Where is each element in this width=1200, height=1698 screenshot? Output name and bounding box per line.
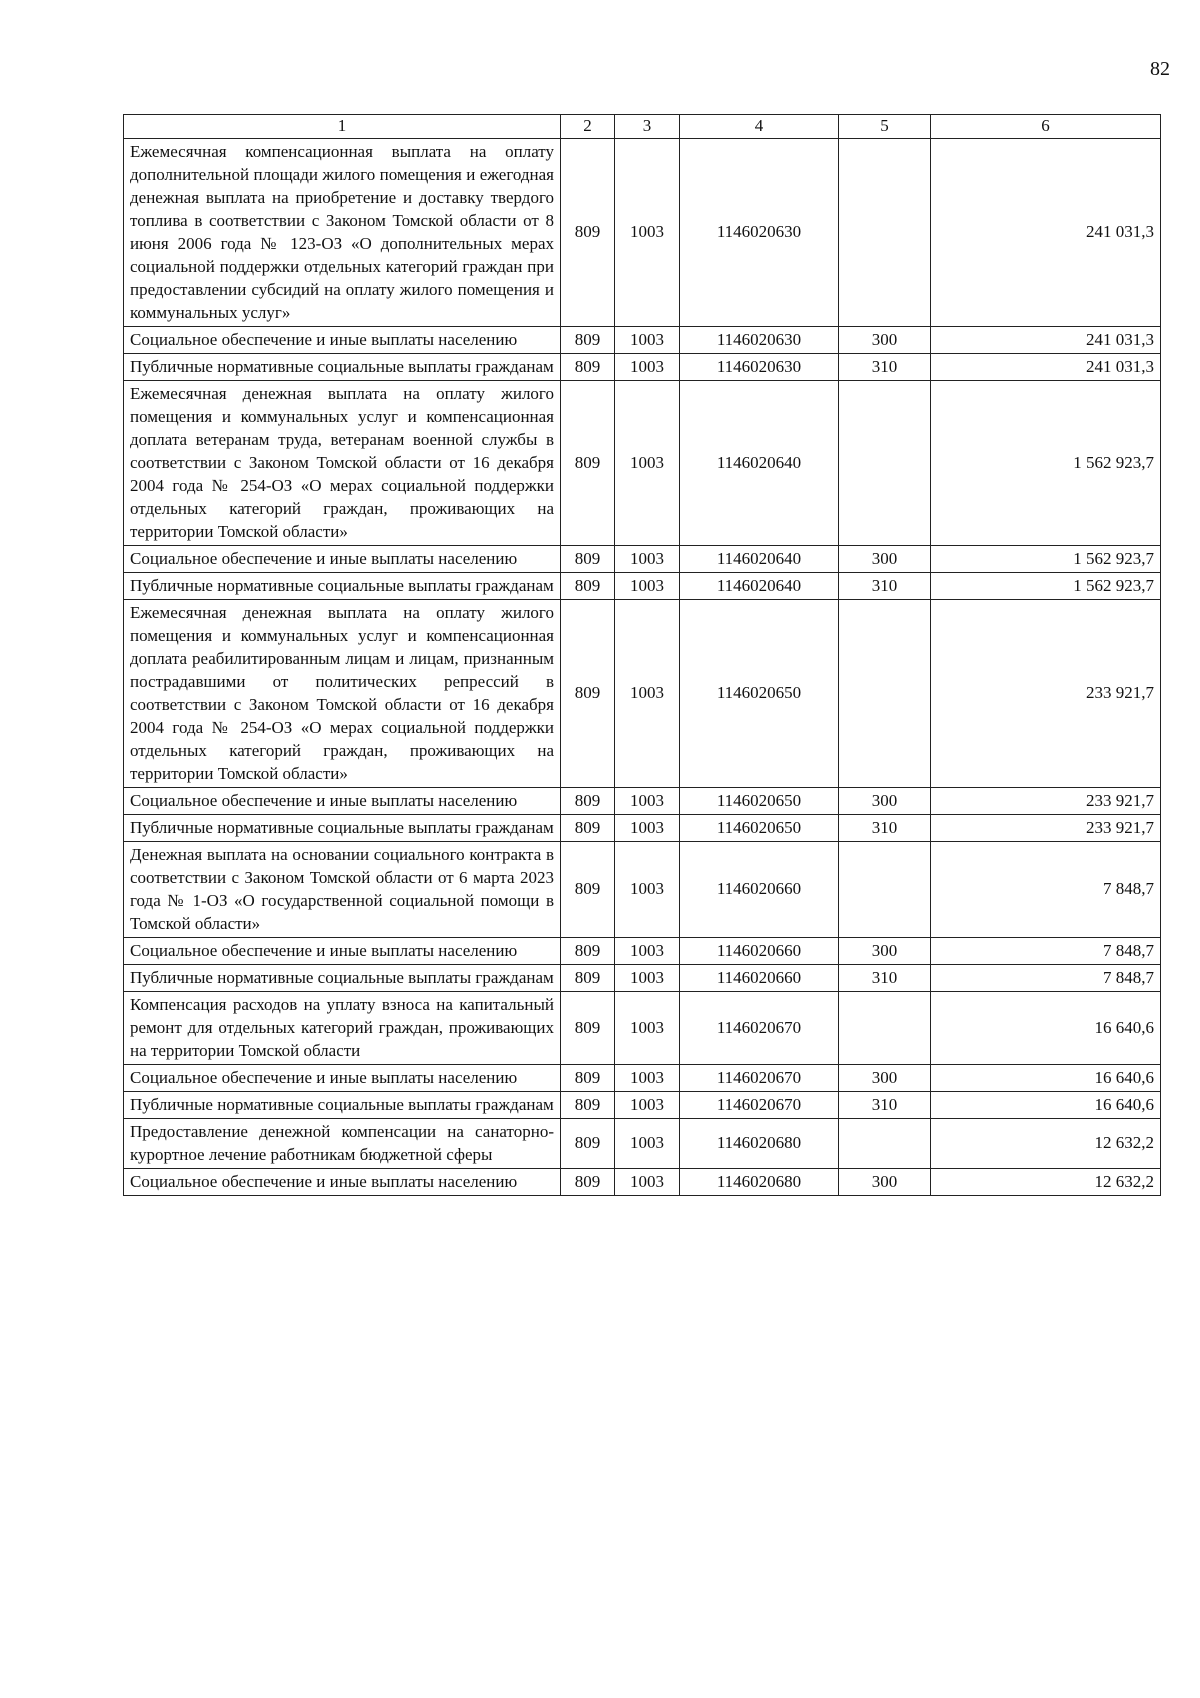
ministry-code-cell: 809 [561, 573, 615, 600]
target-article-cell: 1146020680 [680, 1119, 839, 1169]
row-name-cell: Социальное обеспечение и иные выплаты населению [124, 1169, 561, 1196]
target-article-cell: 1146020650 [680, 788, 839, 815]
table-row [124, 992, 1161, 1065]
target-article-cell: 1146020650 [680, 600, 839, 788]
target-article-cell: 1146020640 [680, 381, 839, 546]
expense-type-cell [839, 600, 931, 788]
column-header: 1 [124, 115, 561, 139]
ministry-code-cell: 809 [561, 139, 615, 327]
target-article-cell: 1146020660 [680, 938, 839, 965]
section-code-cell: 1003 [615, 965, 680, 992]
table-row [124, 1065, 1161, 1092]
section-code-cell: 1003 [615, 788, 680, 815]
row-name-cell: Публичные нормативные социальные выплаты гражданам [124, 354, 561, 381]
target-article-cell: 1146020670 [680, 1092, 839, 1119]
row-name-cell: Социальное обеспечение и иные выплаты населению [124, 938, 561, 965]
column-header: 6 [931, 115, 1161, 139]
row-name-cell: Публичные нормативные социальные выплаты гражданам [124, 965, 561, 992]
table-row [124, 573, 1161, 600]
ministry-code-cell: 809 [561, 815, 615, 842]
ministry-code-cell: 809 [561, 992, 615, 1065]
row-name-cell: Компенсация расходов на уплату взноса на капитальный ремонт для отдельных категорий граждан, проживающих на территории Томской области [124, 992, 561, 1065]
amount-cell: 7 848,7 [931, 842, 1161, 938]
ministry-code-cell: 809 [561, 1169, 615, 1196]
expense-type-cell: 300 [839, 1065, 931, 1092]
column-header: 5 [839, 115, 931, 139]
amount-cell: 1 562 923,7 [931, 381, 1161, 546]
row-name-cell: Публичные нормативные социальные выплаты гражданам [124, 1092, 561, 1119]
amount-cell: 7 848,7 [931, 965, 1161, 992]
column-header: 4 [680, 115, 839, 139]
target-article-cell: 1146020670 [680, 1065, 839, 1092]
column-header: 2 [561, 115, 615, 139]
amount-cell: 233 921,7 [931, 815, 1161, 842]
target-article-cell: 1146020660 [680, 842, 839, 938]
ministry-code-cell: 809 [561, 938, 615, 965]
amount-cell: 16 640,6 [931, 1092, 1161, 1119]
expense-type-cell: 300 [839, 788, 931, 815]
section-code-cell: 1003 [615, 573, 680, 600]
section-code-cell: 1003 [615, 992, 680, 1065]
expense-type-cell: 310 [839, 815, 931, 842]
ministry-code-cell: 809 [561, 965, 615, 992]
amount-cell: 7 848,7 [931, 938, 1161, 965]
section-code-cell: 1003 [615, 815, 680, 842]
ministry-code-cell: 809 [561, 600, 615, 788]
page-number: 82 [1150, 58, 1170, 80]
ministry-code-cell: 809 [561, 381, 615, 546]
section-code-cell: 1003 [615, 600, 680, 788]
table-row [124, 327, 1161, 354]
expense-type-cell: 300 [839, 1169, 931, 1196]
table-row [124, 600, 1161, 788]
row-name-cell: Предоставление денежной компенсации на санаторно-курортное лечение работникам бюджетной сферы [124, 1119, 561, 1169]
row-name-cell: Ежемесячная денежная выплата на оплату жилого помещения и коммунальных услуг и компенсационная доплата реабилитированным лицам и лицам, признанным пострадавшими от политических репрессий в соответствии с Законом Томской области от 16 декабря 2004 года № 254-ОЗ «О мерах социальной поддержки отдельных категорий граждан, проживающих на территории Томской области» [124, 600, 561, 788]
section-code-cell: 1003 [615, 327, 680, 354]
amount-cell: 241 031,3 [931, 327, 1161, 354]
section-code-cell: 1003 [615, 938, 680, 965]
ministry-code-cell: 809 [561, 1119, 615, 1169]
row-name-cell: Ежемесячная компенсационная выплата на оплату дополнительной площади жилого помещения и ежегодная денежная выплата на приобретение и доставку твердого топлива в соответствии с Законом Томской области от 8 июня 2006 года № 123-ОЗ «О дополнительных мерах социальной поддержки отдельных категорий граждан при предоставлении субсидий на оплату жилого помещения и коммунальных услуг» [124, 139, 561, 327]
amount-cell: 16 640,6 [931, 992, 1161, 1065]
ministry-code-cell: 809 [561, 1065, 615, 1092]
section-code-cell: 1003 [615, 1169, 680, 1196]
ministry-code-cell: 809 [561, 354, 615, 381]
section-code-cell: 1003 [615, 354, 680, 381]
table-row [124, 1169, 1161, 1196]
table-row [124, 815, 1161, 842]
table-row [124, 1119, 1161, 1169]
table-row [124, 381, 1161, 546]
ministry-code-cell: 809 [561, 327, 615, 354]
expense-type-cell: 300 [839, 327, 931, 354]
section-code-cell: 1003 [615, 1092, 680, 1119]
target-article-cell: 1146020630 [680, 327, 839, 354]
row-name-cell: Денежная выплата на основании социального контракта в соответствии с Законом Томской области от 6 марта 2023 года № 1-ОЗ «О государственной социальной помощи в Томской области» [124, 842, 561, 938]
target-article-cell: 1146020660 [680, 965, 839, 992]
expense-type-cell: 310 [839, 1092, 931, 1119]
expense-type-cell: 310 [839, 354, 931, 381]
ministry-code-cell: 809 [561, 546, 615, 573]
target-article-cell: 1146020640 [680, 573, 839, 600]
expense-type-cell: 300 [839, 938, 931, 965]
table-row [124, 938, 1161, 965]
amount-cell: 16 640,6 [931, 1065, 1161, 1092]
expense-type-cell: 300 [839, 546, 931, 573]
expense-type-cell [839, 381, 931, 546]
expense-type-cell: 310 [839, 965, 931, 992]
amount-cell: 233 921,7 [931, 600, 1161, 788]
expense-type-cell [839, 992, 931, 1065]
target-article-cell: 1146020640 [680, 546, 839, 573]
section-code-cell: 1003 [615, 1119, 680, 1169]
target-article-cell: 1146020650 [680, 815, 839, 842]
table-row [124, 546, 1161, 573]
amount-cell: 233 921,7 [931, 788, 1161, 815]
row-name-cell: Публичные нормативные социальные выплаты гражданам [124, 815, 561, 842]
expense-type-cell [839, 1119, 931, 1169]
amount-cell: 12 632,2 [931, 1169, 1161, 1196]
ministry-code-cell: 809 [561, 842, 615, 938]
ministry-code-cell: 809 [561, 1092, 615, 1119]
target-article-cell: 1146020630 [680, 139, 839, 327]
row-name-cell: Социальное обеспечение и иные выплаты населению [124, 788, 561, 815]
amount-cell: 1 562 923,7 [931, 546, 1161, 573]
table-row [124, 354, 1161, 381]
column-header: 3 [615, 115, 680, 139]
expense-type-cell [839, 139, 931, 327]
row-name-cell: Публичные нормативные социальные выплаты гражданам [124, 573, 561, 600]
section-code-cell: 1003 [615, 842, 680, 938]
row-name-cell: Социальное обеспечение и иные выплаты населению [124, 546, 561, 573]
row-name-cell: Социальное обеспечение и иные выплаты населению [124, 327, 561, 354]
table-row [124, 842, 1161, 938]
target-article-cell: 1146020630 [680, 354, 839, 381]
section-code-cell: 1003 [615, 139, 680, 327]
expense-type-cell: 310 [839, 573, 931, 600]
amount-cell: 241 031,3 [931, 139, 1161, 327]
table-row [124, 139, 1161, 327]
row-name-cell: Ежемесячная денежная выплата на оплату жилого помещения и коммунальных услуг и компенсационная доплата ветеранам труда, ветеранам военной службы в соответствии с Законом Томской области от 16 декабря 2004 года № 254-ОЗ «О мерах социальной поддержки отдельных категорий граждан, проживающих на территории Томской области» [124, 381, 561, 546]
section-code-cell: 1003 [615, 381, 680, 546]
amount-cell: 1 562 923,7 [931, 573, 1161, 600]
budget-table [123, 114, 1161, 1196]
section-code-cell: 1003 [615, 546, 680, 573]
target-article-cell: 1146020670 [680, 992, 839, 1065]
ministry-code-cell: 809 [561, 788, 615, 815]
table-row [124, 1092, 1161, 1119]
section-code-cell: 1003 [615, 1065, 680, 1092]
amount-cell: 241 031,3 [931, 354, 1161, 381]
amount-cell: 12 632,2 [931, 1119, 1161, 1169]
target-article-cell: 1146020680 [680, 1169, 839, 1196]
row-name-cell: Социальное обеспечение и иные выплаты населению [124, 1065, 561, 1092]
table-row [124, 788, 1161, 815]
expense-type-cell [839, 842, 931, 938]
table-row [124, 965, 1161, 992]
column-header-row [124, 115, 1161, 139]
